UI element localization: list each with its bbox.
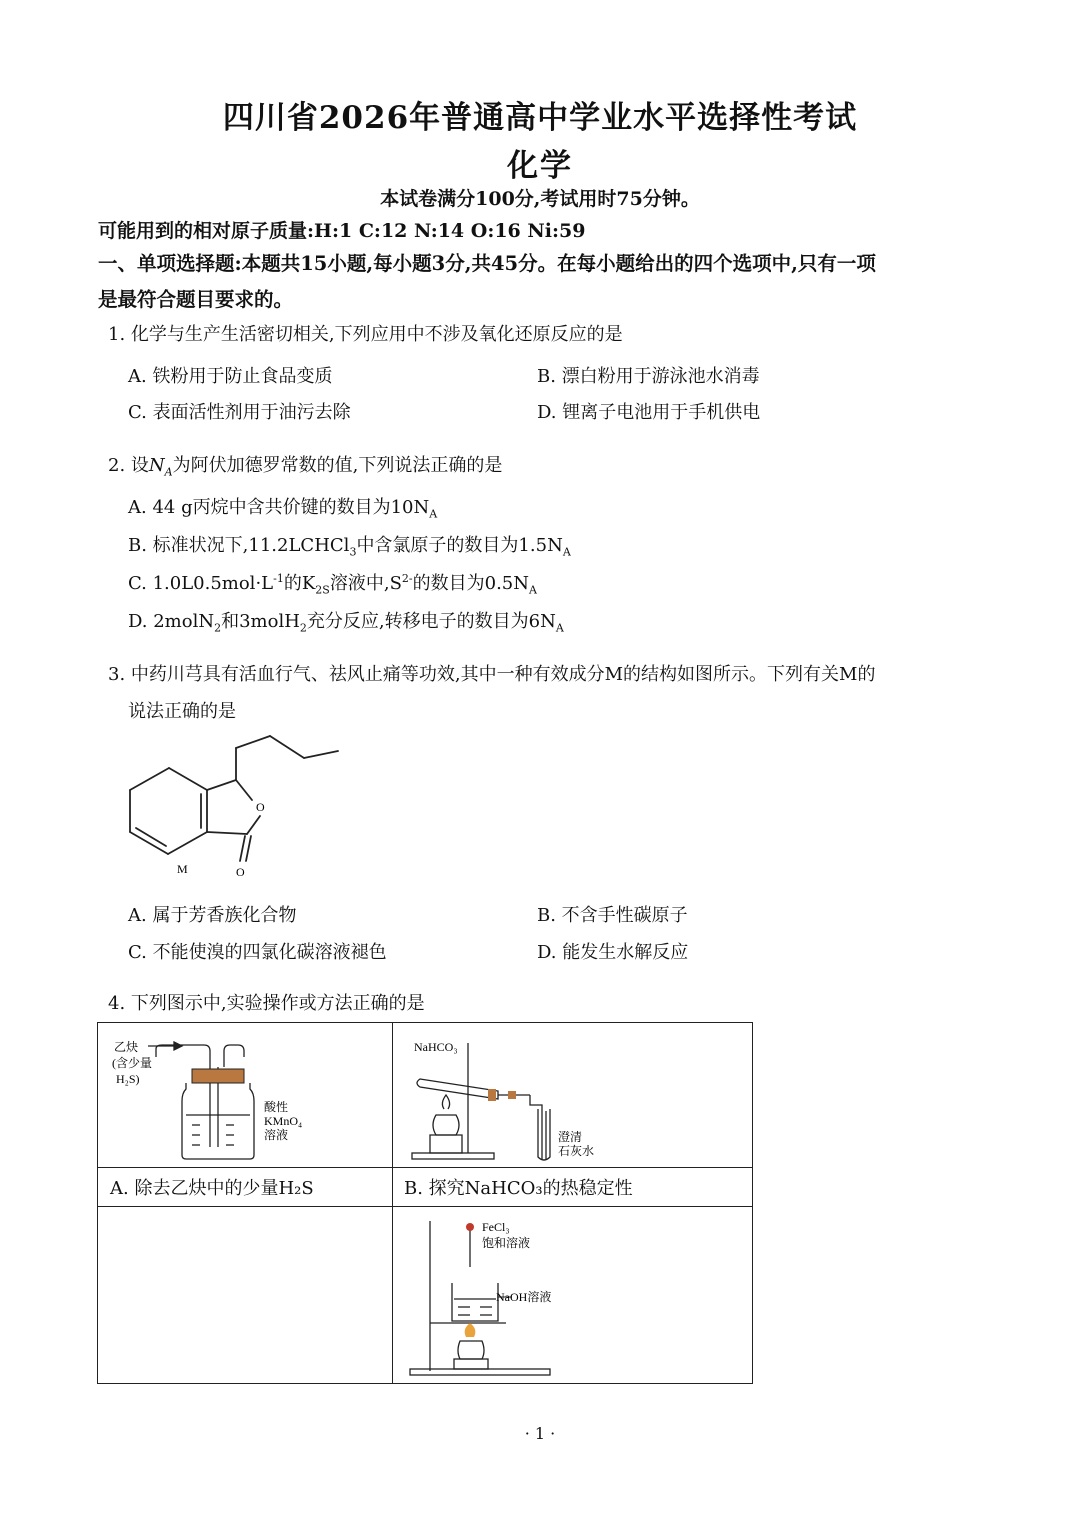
q2-option-a[interactable]: A. 44 g丙烷中含共价键的数目为$10N_A$: [128, 497, 438, 521]
molecule-carbonyl-oxygen: O: [236, 865, 245, 879]
exam-note: 本试卷满分100分,考试用时75分钟。: [380, 188, 700, 210]
q4-options-table: [97, 1022, 753, 1384]
q3-option-d[interactable]: D. 能发生水解反应: [537, 942, 689, 963]
limewater-label-line1: 澄清: [558, 1130, 583, 1144]
q4-caption-a[interactable]: A. 除去乙炔中的少量H₂S: [110, 1178, 314, 1199]
q4-stem: 4. 下列图示中,实验操作或方法正确的是: [108, 993, 425, 1014]
q3-option-c[interactable]: C. 不能使溴的四氯化碳溶液褪色: [128, 942, 387, 963]
gas-label-line3: H₂S): [116, 1072, 140, 1086]
limewater-label-line2: 石灰水: [558, 1144, 595, 1158]
q3-stem-line2: 说法正确的是: [128, 701, 236, 722]
reagent-label-line1: 酸性: [264, 1100, 289, 1114]
section-instruction-line1: 一、单项选择题:本题共15小题,每小题3分,共45分。在每小题给出的四个选项中,只有一项: [98, 252, 876, 275]
q2-option-b[interactable]: B. 标准状况下,11.2LCHCl$_3$中含氯原子的数目为$1.5N_A$: [128, 535, 571, 559]
section-instruction-line2: 是最符合题目要求的。: [98, 288, 294, 311]
subject-title: 化学: [507, 148, 573, 184]
q4-caption-b[interactable]: B. 探究NaHCO₃的热稳定性: [404, 1178, 633, 1199]
q3-option-a[interactable]: A. 属于芳香族化合物: [128, 905, 297, 926]
feoh3-preparation-figure: [400, 1211, 750, 1381]
q1-option-a[interactable]: A. 铁粉用于防止食品变质: [128, 366, 333, 387]
saturated-solution-label: 饱和溶液: [482, 1236, 531, 1250]
nahco3-heating-figure: [400, 1029, 750, 1163]
q2-stem-post: 为阿伏加德罗常数的值,下列说法正确的是: [172, 455, 503, 476]
gas-label-line2: (含少量: [112, 1056, 152, 1070]
atomic-masses: 可能用到的相对原子质量:H:1 C:12 N:14 O:16 Ni:59: [98, 220, 586, 242]
q3-option-b[interactable]: B. 不含手性碳原子: [537, 905, 688, 926]
q2-stem: [108, 451, 502, 479]
molecule-ring-oxygen: O: [256, 800, 265, 814]
q2-option-d[interactable]: D. 2molN$_2$和3molH$_2$充分反应,转移电子的数目为$6N_A$: [128, 611, 564, 635]
gas-washing-bottle-figure: [106, 1029, 386, 1163]
q1-option-b[interactable]: B. 漂白粉用于游泳池水消毒: [537, 366, 760, 387]
page-number: · 1 ·: [524, 1424, 556, 1443]
molecule-m-structure: [110, 728, 360, 883]
q1-stem: 1. 化学与生产生活密切相关,下列应用中不涉及氧化还原反应的是: [108, 324, 623, 345]
q2-stem-var: N: [148, 455, 165, 476]
q1-option-d[interactable]: D. 锂离子电池用于手机供电: [537, 402, 761, 423]
naoh-solution-label: NaOH溶液: [496, 1290, 552, 1304]
q1-option-c[interactable]: C. 表面活性剂用于油污去除: [128, 402, 351, 423]
q2-stem-pre: 2. 设: [108, 455, 149, 476]
q3-stem-line1: 3. 中药川芎具有活血行气、祛风止痛等功效,其中一种有效成分M的结构如图所示。下列有关M的: [108, 664, 876, 685]
reagent-label-line3: 溶液: [264, 1128, 289, 1142]
q2-stem-sub: A: [164, 465, 173, 479]
gas-label-line1: 乙炔: [114, 1040, 139, 1054]
q2-option-c[interactable]: C. $1.0L0.5mol\cdot L^{-1}$的$K_{2S}$溶液中$,S^{2-}$的数目为$0.5N_A$: [128, 572, 537, 597]
exam-title: 四川省2026年普通高中学业水平选择性考试: [222, 100, 858, 136]
molecule-label: M: [177, 862, 188, 876]
fecl3-label: FeCl₃: [482, 1220, 510, 1234]
reagent-label-line2: KMnO₄: [264, 1114, 303, 1128]
solid-label: NaHCO₃: [414, 1040, 458, 1054]
